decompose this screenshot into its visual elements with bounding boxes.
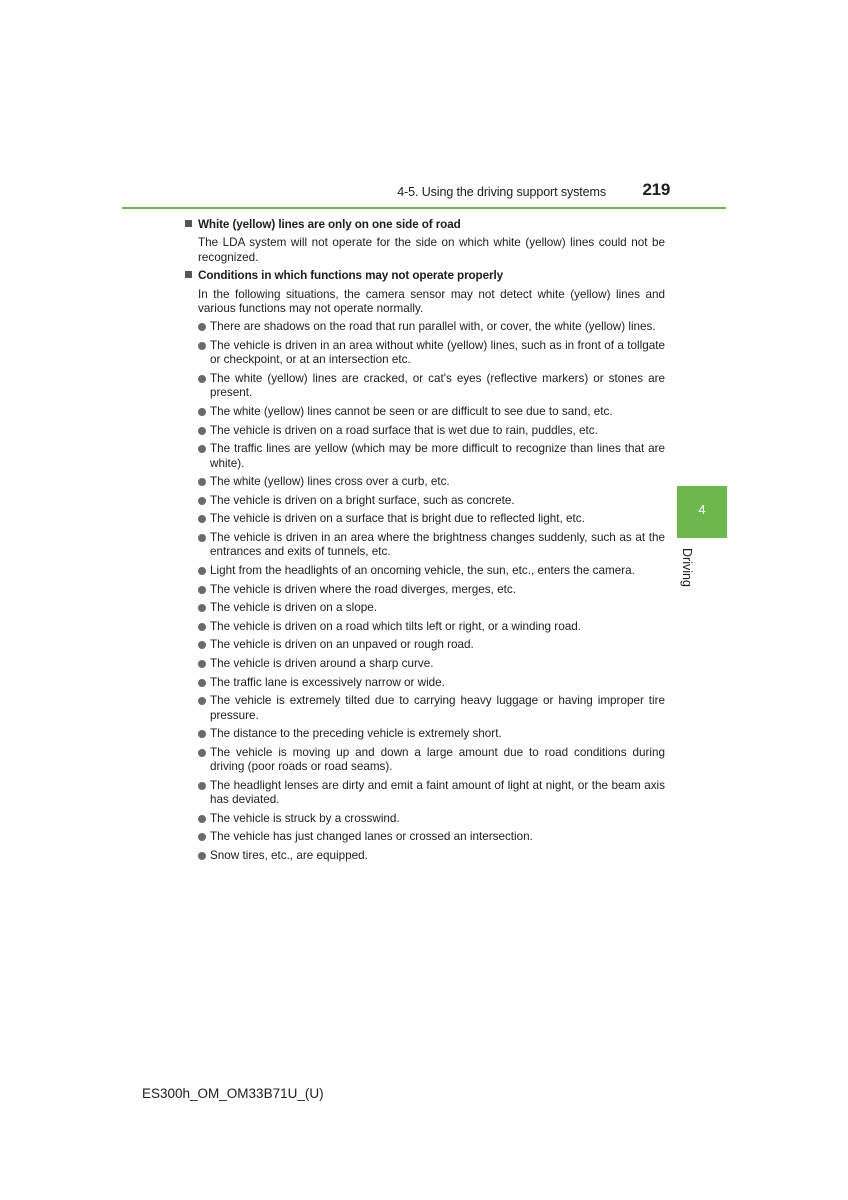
condition-list [185, 320, 665, 863]
section-paragraph: The LDA system will not operate for the side on which white (yellow) lines could not be recognized. [198, 236, 665, 264]
round-bullet-icon [198, 567, 206, 575]
list-item-text: The vehicle is driven in an area without white (yellow) lines, such as in front of a tollgate or checkpoint, or at an intersection etc. [210, 339, 665, 367]
document-code: ES300h_OM_OM33B71U_(U) [142, 1086, 324, 1101]
list-item-text: There are shadows on the road that run parallel with, or cover, the white (yellow) lines. [210, 320, 656, 334]
list-item-text: The vehicle has just changed lanes or crossed an intersection. [210, 830, 533, 844]
list-item [198, 657, 665, 671]
list-item [198, 512, 665, 526]
list-item [198, 830, 665, 844]
section-heading [185, 218, 665, 232]
round-bullet-icon [198, 782, 206, 790]
round-bullet-icon [198, 427, 206, 435]
list-item-text: Snow tires, etc., are equipped. [210, 848, 368, 862]
list-item-text: The white (yellow) lines are cracked, or cat's eyes (reflective markers) or stones are present. [210, 372, 665, 400]
list-item [198, 601, 665, 615]
chapter-number: 4 [698, 502, 706, 517]
list-item [198, 339, 665, 368]
round-bullet-icon [198, 515, 206, 523]
round-bullet-icon [198, 660, 206, 668]
list-item [198, 849, 665, 863]
list-item-text: The vehicle is moving up and down a large amount due to road conditions during driving (poor roads or road seams). [210, 745, 665, 774]
list-item [198, 531, 665, 560]
list-item-text: The distance to the preceding vehicle is extremely short. [210, 727, 502, 741]
section-heading [185, 269, 665, 283]
list-item-text: The vehicle is extremely tilted due to carrying heavy luggage or having improper tire pressure. [210, 694, 665, 722]
chapter-label: Driving [680, 548, 694, 587]
list-item [198, 320, 665, 334]
list-item [198, 424, 665, 438]
list-item [198, 812, 665, 826]
list-item-text: Light from the headlights of an oncoming vehicle, the sun, etc., enters the camera. [210, 564, 635, 577]
list-item [198, 405, 665, 419]
round-bullet-icon [198, 375, 206, 383]
round-bullet-icon [198, 623, 206, 631]
round-bullet-icon [198, 641, 206, 649]
round-bullet-icon [198, 730, 206, 738]
list-item-text: The vehicle is driven around a sharp curve. [210, 656, 434, 670]
page-number: 219 [642, 180, 670, 199]
list-item [198, 620, 665, 634]
list-item-text: The vehicle is driven on a bright surface, such as concrete. [210, 493, 515, 507]
list-item [198, 583, 665, 597]
list-item [198, 564, 665, 578]
list-item [198, 727, 665, 741]
round-bullet-icon [198, 586, 206, 594]
chapter-tab [677, 486, 727, 538]
list-item-text: The traffic lane is excessively narrow or wide. [210, 675, 445, 689]
round-bullet-icon [198, 604, 206, 612]
round-bullet-icon [198, 445, 206, 453]
round-bullet-icon [198, 749, 206, 757]
list-item-text: The headlight lenses are dirty and emit a faint amount of light at night, or the beam axis has deviated. [210, 778, 665, 807]
round-bullet-icon [198, 852, 206, 860]
round-bullet-icon [198, 815, 206, 823]
section-title: 4-5. Using the driving support systems [397, 185, 606, 199]
round-bullet-icon [198, 408, 206, 416]
list-item-text: The vehicle is driven on a surface that is bright due to reflected light, etc. [210, 512, 585, 526]
list-item [198, 475, 665, 489]
list-item [198, 372, 665, 401]
list-item [198, 638, 665, 652]
section-paragraph: In the following situations, the camera sensor may not detect white (yellow) lines and various functions may not operate normally. [198, 287, 665, 316]
round-bullet-icon [198, 697, 206, 705]
round-bullet-icon [198, 342, 206, 350]
page-content [185, 214, 665, 868]
list-item-text: The vehicle is driven on an unpaved or rough road. [210, 638, 474, 652]
list-item-text: The traffic lines are yellow (which may be more difficult to recognize than lines that are white). [210, 442, 665, 470]
list-item [198, 779, 665, 808]
list-item-text: The vehicle is driven in an area where the brightness changes suddenly, such as at the entrances and exits of tunnels, etc. [210, 531, 665, 559]
round-bullet-icon [198, 833, 206, 841]
page-header [122, 176, 726, 209]
list-item-text: The white (yellow) lines cannot be seen or are difficult to see due to sand, etc. [210, 405, 613, 419]
list-item [198, 494, 665, 508]
list-item-text: The vehicle is driven on a slope. [210, 601, 377, 615]
list-item-text: The vehicle is struck by a crosswind. [210, 811, 400, 825]
round-bullet-icon [198, 497, 206, 505]
round-bullet-icon [198, 323, 206, 331]
round-bullet-icon [198, 534, 206, 542]
section-heading-text: White (yellow) lines are only on one side of road [198, 218, 461, 231]
list-item-text: The white (yellow) lines cross over a curb, etc. [210, 475, 450, 489]
section-heading-text: Conditions in which functions may not operate properly [198, 269, 503, 283]
list-item-text: The vehicle is driven where the road diverges, merges, etc. [210, 582, 516, 596]
list-item-text: The vehicle is driven on a road surface that is wet due to rain, puddles, etc. [210, 423, 598, 437]
list-item [198, 442, 665, 471]
list-item [198, 694, 665, 723]
header-divider [122, 207, 726, 209]
square-bullet-icon [185, 220, 192, 227]
list-item [198, 746, 665, 775]
square-bullet-icon [185, 271, 192, 278]
round-bullet-icon [198, 679, 206, 687]
list-item [198, 676, 665, 690]
round-bullet-icon [198, 478, 206, 486]
list-item-text: The vehicle is driven on a road which tilts left or right, or a winding road. [210, 619, 581, 633]
